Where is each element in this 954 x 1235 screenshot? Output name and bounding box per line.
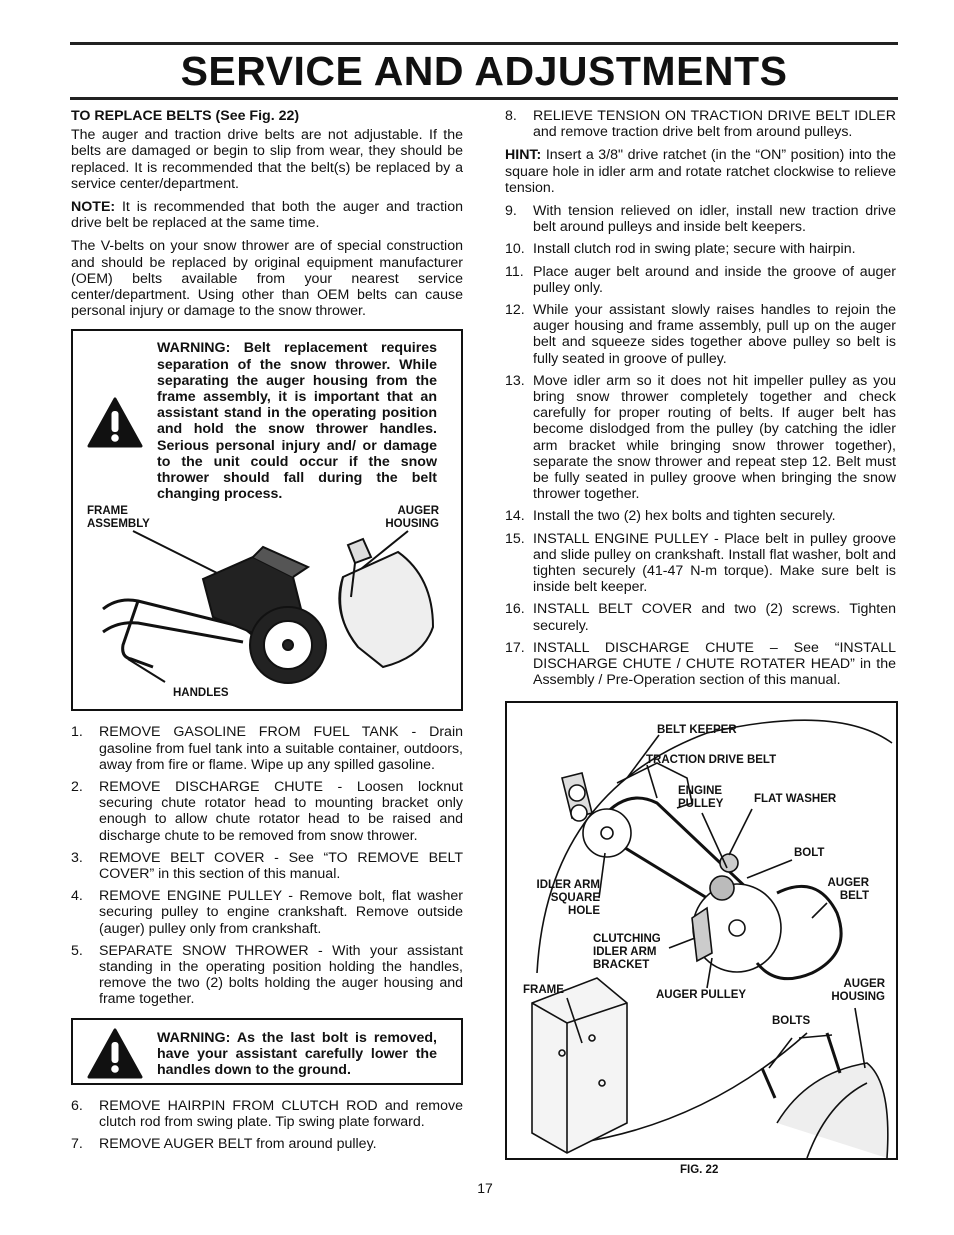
step-text: INSTALL DISCHARGE CHUTE – See “INSTALL DISCHARGE CHUTE / CHUTE ROTATER HEAD” in the Assembly / Pre-Operation section of this manual. (533, 639, 896, 689)
hint-paragraph (505, 147, 896, 196)
step-number: 13. (505, 372, 525, 389)
step-text: Move idler arm so it does not hit impeller pulley as you bring snow thrower completely together and check carefully for proper routing of belts. If auger belt has become dislodged from the pulley (by catching the idler arm bracket while bringing snow thrower together), separate the snow thrower and repeat step 12. Belt must be fully seated in pulley groove when bringing the snow thrower together. (533, 372, 896, 503)
title-top-rule (70, 42, 898, 45)
step-10 (505, 241, 896, 257)
step-4 (71, 888, 463, 937)
section-heading: TO REPLACE BELTS (See Fig. 22) (71, 108, 300, 124)
step-text: SEPARATE SNOW THROWER - With your assistant standing in the operating position holding the handles, remove the two (2) bolts holding the auger housing and frame together. (99, 942, 463, 1008)
note-paragraph (71, 199, 463, 231)
step-number: 3. (71, 849, 83, 866)
step-text: REMOVE DISCHARGE CHUTE - Loosen locknut securing chute rotator head to mounting bracket only enough to allow chute rotator head to be raised and discharge chute to be removed from snow thrower. (99, 779, 463, 844)
step-3 (71, 850, 463, 882)
label-auger-housing: AUGER HOUSING (385, 505, 439, 531)
oem-paragraph: The V-belts on your snow thrower are of special construction and should be replaced by original equipment manufacturer (OEM) belts available from your nearest service center/department. Using other than OEM belts can cause personal injury or damage to the snow thrower. (71, 238, 463, 320)
step-14 (505, 508, 896, 524)
removal-steps-list-b (71, 1098, 463, 1153)
label-clutching-idler-arm-bracket: CLUTCHING IDLER ARM BRACKET (593, 933, 661, 971)
step-text: Install the two (2) hex bolts and tighten securely. (533, 508, 836, 525)
step-11 (505, 264, 896, 296)
left-column (71, 108, 463, 1159)
step-number: 5. (71, 942, 83, 959)
step-15 (505, 531, 896, 596)
snow-thrower-separation-illustration (93, 517, 453, 692)
label-idler-arm-square-hole: IDLER ARM SQUARE HOLE (536, 879, 600, 917)
step-9 (505, 203, 896, 235)
title-bottom-rule (70, 97, 898, 100)
step-text: REMOVE AUGER BELT from around pulley. (99, 1136, 377, 1153)
label-auger-housing-fig: AUGER HOUSING (831, 978, 885, 1003)
step-6 (71, 1098, 463, 1130)
removal-steps-list-a (71, 724, 463, 1007)
step-text: REMOVE GASOLINE FROM FUEL TANK - Drain gasoline from fuel tank into a suitable container, outdoors, away from fire or flame. Wipe up any spilled gasoline. (99, 724, 463, 773)
step-text: INSTALL BELT COVER and two (2) screws. Tighten securely. (533, 601, 896, 634)
belt-routing-drawing (507, 703, 896, 1158)
step-text: While your assistant slowly raises handles to rejoin the auger housing and frame assembly, pull up on the auger belt and squeeze sides together above pulley so belt is fully seated in groove of pulley. (533, 302, 896, 367)
step-8 (505, 108, 896, 140)
step-number: 7. (71, 1136, 83, 1153)
step-text: REMOVE ENGINE PULLEY - Remove bolt, flat washer securing pulley to engine crankshaft. Remove outside (auger) pulley only from crankshaft. (99, 888, 463, 937)
step-text: RELIEVE TENSION ON TRACTION DRIVE BELT IDLER and remove traction drive belt from around pulleys. (533, 108, 896, 141)
step-text: Place auger belt around and inside the groove of auger pulley only. (533, 263, 896, 296)
step-5 (71, 943, 463, 1008)
step-12 (505, 302, 896, 367)
warning-box-belt-replacement (71, 329, 463, 711)
hint-label: HINT: (505, 147, 542, 164)
label-flat-washer: FLAT WASHER (754, 793, 837, 805)
warning-box-last-bolt (71, 1018, 463, 1085)
step-text: REMOVE BELT COVER - See “TO REMOVE BELT COVER” in this section of this manual. (99, 849, 463, 883)
figure-caption: FIG. 22 (680, 1164, 719, 1176)
step-number: 15. (505, 530, 525, 547)
step-text: INSTALL ENGINE PULLEY - Place belt in pulley groove and slide pulley on crankshaft. Install flat washer, bolt and tighten securely (41-47 N-m torque). Make sure belt is inside belt keeper. (533, 530, 896, 596)
step-8-list (505, 108, 896, 140)
step-2 (71, 779, 463, 844)
label-auger-pulley: AUGER PULLEY (656, 989, 747, 1001)
page-title: SERVICE AND ADJUSTMENTS (180, 48, 788, 94)
label-auger-belt: AUGER BELT (827, 877, 869, 902)
label-bolts: BOLTS (772, 1015, 811, 1027)
step-number: 2. (71, 779, 83, 796)
step-1 (71, 724, 463, 773)
step-13 (505, 373, 896, 503)
step-text: REMOVE HAIRPIN FROM CLUTCH ROD and remove clutch rod from swing plate. Tip swing plate forward. (99, 1097, 463, 1130)
label-traction-drive-belt: TRACTION DRIVE BELT (646, 754, 777, 766)
step-number: 9. (505, 203, 517, 220)
installation-steps-list (505, 203, 896, 688)
step-number: 11. (505, 263, 524, 280)
hint-text: Insert a 3/8" drive ratchet (in the “ON” position) into the square hole in idler arm and rotate ratchet clockwise to relieve tension. (505, 147, 896, 196)
warning-text-belt-replacement: WARNING: Belt replacement requires separation of the snow thrower. While separating the auger housing from the frame assembly, it is important that an assistant stand in the operating position and hold the snow thrower handles. Serious personal injury and/ or damage to the unit could occur if the snow thrower should fall during the belt changing process. (157, 340, 437, 503)
label-belt-keeper: BELT KEEPER (657, 724, 737, 736)
intro-paragraph: The auger and traction drive belts are not adjustable. If the belts are damaged or begin to slip from wear, they should be replaced. It is recommended that the belt(s) be replaced by a service center/department. (71, 127, 463, 192)
label-frame: FRAME (523, 984, 564, 996)
step-number: 8. (505, 108, 517, 124)
step-number: 1. (71, 724, 83, 741)
step-number: 17. (505, 639, 525, 656)
figure-22-belt-diagram (505, 701, 898, 1160)
step-number: 12. (505, 302, 525, 319)
warning-triangle-icon (87, 397, 143, 449)
step-number: 16. (505, 601, 525, 618)
note-text: It is recommended that both the auger and traction drive belt be replaced at the same time. (71, 199, 463, 232)
label-frame-assembly: FRAME ASSEMBLY (87, 505, 150, 531)
warning-triangle-icon (87, 1028, 143, 1080)
right-column (505, 108, 896, 696)
label-handles: HANDLES (173, 687, 229, 700)
step-number: 6. (71, 1097, 83, 1114)
step-number: 10. (505, 241, 525, 258)
note-label: NOTE: (71, 199, 116, 216)
step-7 (71, 1136, 463, 1152)
page-number: 17 (477, 1180, 493, 1196)
step-17 (505, 640, 896, 689)
step-text: With tension relieved on idler, install new traction drive belt around pulleys and inside belt keepers. (533, 203, 896, 236)
label-engine-pulley: ENGINE PULLEY (678, 785, 724, 810)
label-bolt: BOLT (794, 847, 825, 859)
step-number: 14. (505, 508, 525, 525)
warning-text-last-bolt: WARNING: As the last bolt is removed, have your assistant carefully lower the handles down to the ground. (157, 1029, 437, 1079)
step-16 (505, 601, 896, 633)
step-text: Install clutch rod in swing plate; secure with hairpin. (533, 241, 856, 258)
step-number: 4. (71, 888, 83, 905)
